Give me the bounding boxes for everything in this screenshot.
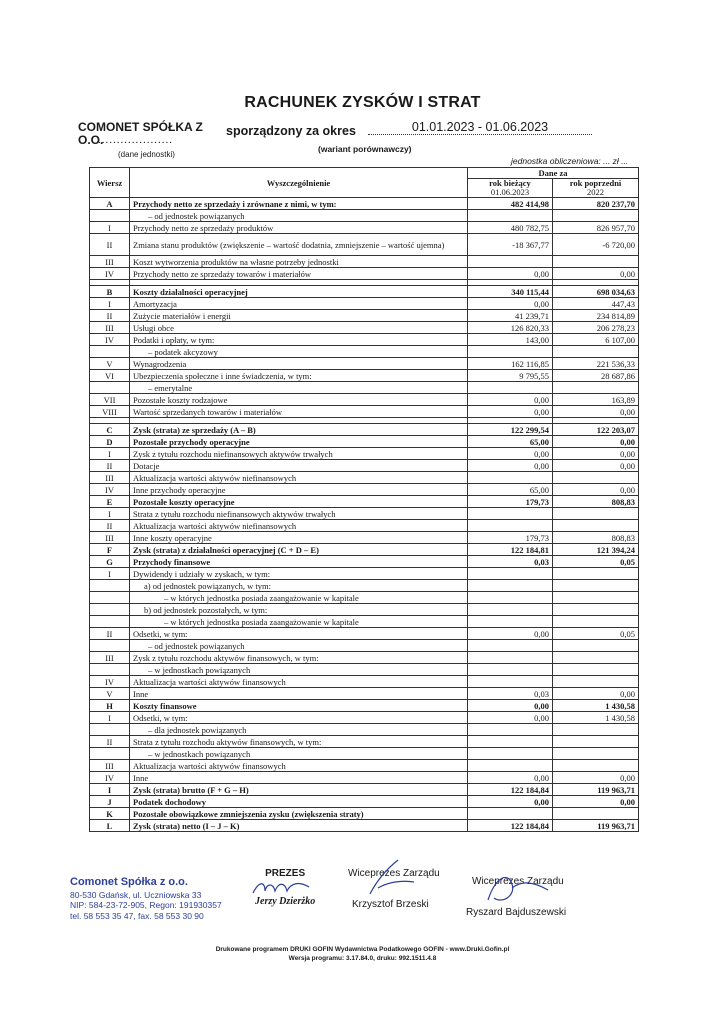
row-number bbox=[90, 724, 130, 736]
table-row bbox=[90, 448, 639, 460]
row-value-previous bbox=[553, 210, 639, 222]
row-value-previous: 119 963,71 bbox=[553, 784, 639, 796]
row-description: – od jednostek powiązanych bbox=[130, 210, 468, 222]
table-row bbox=[90, 784, 639, 796]
table-row bbox=[90, 616, 639, 628]
row-description: Aktualizacja wartości aktywów finansowych bbox=[130, 760, 468, 772]
row-value-previous: 0,00 bbox=[553, 448, 639, 460]
row-description: Podatki i opłaty, w tym: bbox=[130, 334, 468, 346]
row-value-previous: 0,00 bbox=[553, 796, 639, 808]
row-value-current bbox=[468, 676, 553, 688]
row-value-current: 179,73 bbox=[468, 532, 553, 544]
row-value-previous: 234 814,89 bbox=[553, 310, 639, 322]
stamp-nip-regon: NIP: 584-23-72-905, Regon: 191930357 bbox=[70, 900, 222, 910]
row-description: Inne koszty operacyjne bbox=[130, 532, 468, 544]
vp1-name: Krzysztof Brzeski bbox=[352, 899, 429, 910]
row-description: Przychody netto ze sprzedaży towarów i materiałów bbox=[130, 268, 468, 280]
row-number: D bbox=[90, 436, 130, 448]
row-value-previous bbox=[553, 520, 639, 532]
row-value-current bbox=[468, 760, 553, 772]
row-value-previous: 221 536,33 bbox=[553, 358, 639, 370]
row-value-current: 122 299,54 bbox=[468, 424, 553, 436]
stamp-company-name: Comonet Spółka z o.o. bbox=[70, 876, 188, 888]
table-row bbox=[90, 346, 639, 358]
vp1-role: Wiceprezes Zarządu bbox=[348, 868, 440, 879]
row-value-previous: 0,00 bbox=[553, 688, 639, 700]
row-value-previous: 0,00 bbox=[553, 406, 639, 418]
table-row bbox=[90, 234, 639, 256]
row-description: Pozostałe koszty operacyjne bbox=[130, 496, 468, 508]
row-number bbox=[90, 210, 130, 222]
signature-scribble-icon bbox=[251, 879, 311, 897]
table-row bbox=[90, 820, 639, 832]
row-number: III bbox=[90, 322, 130, 334]
row-description: – dla jednostek powiązanych bbox=[130, 724, 468, 736]
row-value-previous bbox=[553, 724, 639, 736]
table-row bbox=[90, 736, 639, 748]
row-description: Przychody finansowe bbox=[130, 556, 468, 568]
row-description: Inne przychody operacyjne bbox=[130, 484, 468, 496]
row-description: – w jednostkach powiązanych bbox=[130, 664, 468, 676]
row-description: Odsetki, w tym: bbox=[130, 628, 468, 640]
table-row bbox=[90, 700, 639, 712]
col-header-group: Dane za bbox=[468, 168, 639, 179]
row-value-previous bbox=[553, 664, 639, 676]
table-row bbox=[90, 256, 639, 268]
row-value-previous: 28 687,86 bbox=[553, 370, 639, 382]
row-number: II bbox=[90, 628, 130, 640]
table-row bbox=[90, 394, 639, 406]
row-value-current bbox=[468, 652, 553, 664]
table-row bbox=[90, 532, 639, 544]
row-value-previous bbox=[553, 616, 639, 628]
row-number bbox=[90, 664, 130, 676]
row-value-current: 0,00 bbox=[468, 700, 553, 712]
row-number: II bbox=[90, 736, 130, 748]
table-row bbox=[90, 724, 639, 736]
row-value-previous bbox=[553, 256, 639, 268]
row-value-previous: 698 034,63 bbox=[553, 286, 639, 298]
table-row bbox=[90, 628, 639, 640]
row-value-current bbox=[468, 508, 553, 520]
row-description: Przychody netto ze sprzedaży produktów bbox=[130, 222, 468, 234]
row-description: Zmiana stanu produktów (zwiększenie – wartość dodatnia, zmniejszenie – wartość ujemna) bbox=[130, 234, 468, 256]
row-description: Aktualizacja wartości aktywów niefinansowych bbox=[130, 472, 468, 484]
row-number: VII bbox=[90, 394, 130, 406]
row-value-current bbox=[468, 472, 553, 484]
table-row bbox=[90, 652, 639, 664]
row-value-previous bbox=[553, 346, 639, 358]
income-statement-body bbox=[90, 198, 639, 832]
table-row bbox=[90, 210, 639, 222]
row-description: Dywidendy i udziały w zyskach, w tym: bbox=[130, 568, 468, 580]
row-value-current bbox=[468, 580, 553, 592]
row-value-current bbox=[468, 748, 553, 760]
row-value-current bbox=[468, 724, 553, 736]
row-number: G bbox=[90, 556, 130, 568]
row-value-previous: -6 720,00 bbox=[553, 234, 639, 256]
row-value-previous bbox=[553, 568, 639, 580]
row-description: a) od jednostek powiązanych, w tym: bbox=[130, 580, 468, 592]
table-row bbox=[90, 370, 639, 382]
row-value-previous: 0,05 bbox=[553, 556, 639, 568]
table-row bbox=[90, 268, 639, 280]
row-description: Koszt wytworzenia produktów na własne potrzeby jednostki bbox=[130, 256, 468, 268]
row-number: A bbox=[90, 198, 130, 210]
row-value-previous bbox=[553, 676, 639, 688]
row-number bbox=[90, 604, 130, 616]
row-number: L bbox=[90, 820, 130, 832]
row-value-current bbox=[468, 256, 553, 268]
row-description: – w jednostkach powiązanych bbox=[130, 748, 468, 760]
vp2-role: Wiceprezes Zarządu bbox=[472, 876, 564, 887]
stamp-phone: tel. 58 553 35 47, fax. 58 553 30 90 bbox=[70, 910, 204, 921]
row-value-current: 0,03 bbox=[468, 556, 553, 568]
row-number: I bbox=[90, 568, 130, 580]
table-row bbox=[90, 568, 639, 580]
row-value-current bbox=[468, 520, 553, 532]
table-row bbox=[90, 460, 639, 472]
row-value-current: 0,00 bbox=[468, 772, 553, 784]
row-value-current bbox=[468, 616, 553, 628]
table-row bbox=[90, 222, 639, 234]
row-value-current bbox=[468, 592, 553, 604]
row-description: Inne bbox=[130, 688, 468, 700]
table-row bbox=[90, 406, 639, 418]
period-value: 01.01.2023 - 01.06.2023 bbox=[368, 120, 592, 135]
col-header-previous-label: rok poprzedni bbox=[569, 178, 622, 188]
table-row bbox=[90, 198, 639, 210]
table-row bbox=[90, 604, 639, 616]
row-value-current bbox=[468, 382, 553, 394]
signature-scribble-icon bbox=[358, 858, 418, 898]
row-value-current bbox=[468, 640, 553, 652]
row-description: Dotacje bbox=[130, 460, 468, 472]
row-value-current bbox=[468, 808, 553, 820]
row-value-previous: 808,83 bbox=[553, 532, 639, 544]
row-description: Usługi obce bbox=[130, 322, 468, 334]
table-row bbox=[90, 310, 639, 322]
row-description: Przychody netto ze sprzedaży i zrównane z nimi, w tym: bbox=[130, 198, 468, 210]
vp1-signature-block bbox=[348, 868, 440, 910]
row-value-previous: 1 430,58 bbox=[553, 700, 639, 712]
col-header-current-date: 01.06.2023 bbox=[490, 187, 530, 197]
company-name: COMONET SPÓŁKA Z O.O. bbox=[78, 120, 203, 147]
row-value-previous: 122 203,07 bbox=[553, 424, 639, 436]
row-value-current: -18 367,77 bbox=[468, 234, 553, 256]
row-value-current: 0,00 bbox=[468, 406, 553, 418]
row-value-previous: 820 237,70 bbox=[553, 198, 639, 210]
row-value-current bbox=[468, 568, 553, 580]
row-description: Aktualizacja wartości aktywów finansowych bbox=[130, 676, 468, 688]
row-value-previous: 808,83 bbox=[553, 496, 639, 508]
row-description: Zysk (strata) netto (I – J – K) bbox=[130, 820, 468, 832]
row-number: IV bbox=[90, 676, 130, 688]
row-value-previous: 447,43 bbox=[553, 298, 639, 310]
row-value-current bbox=[468, 736, 553, 748]
table-row bbox=[90, 592, 639, 604]
vp2-signature-block bbox=[466, 876, 567, 918]
row-number: II bbox=[90, 460, 130, 472]
table-row bbox=[90, 382, 639, 394]
row-number: II bbox=[90, 234, 130, 256]
col-header-previous bbox=[553, 179, 639, 198]
row-value-current: 0,00 bbox=[468, 628, 553, 640]
row-value-previous bbox=[553, 508, 639, 520]
row-value-previous: 0,00 bbox=[553, 484, 639, 496]
table-row bbox=[90, 748, 639, 760]
row-description: b) od jednostek pozostałych, w tym: bbox=[130, 604, 468, 616]
row-value-previous: 6 107,00 bbox=[553, 334, 639, 346]
row-value-current bbox=[468, 346, 553, 358]
row-number: IV bbox=[90, 772, 130, 784]
row-value-current: 179,73 bbox=[468, 496, 553, 508]
footer-version: Wersja programu: 3.17.84.0, druku: 992.1511.4.8 bbox=[288, 955, 437, 962]
table-row bbox=[90, 796, 639, 808]
row-number: K bbox=[90, 808, 130, 820]
row-value-previous: 0,05 bbox=[553, 628, 639, 640]
row-value-current: 162 116,85 bbox=[468, 358, 553, 370]
table-row bbox=[90, 760, 639, 772]
row-number: III bbox=[90, 472, 130, 484]
row-number: III bbox=[90, 532, 130, 544]
table-row bbox=[90, 286, 639, 298]
row-description: Ubezpieczenia społeczne i inne świadczenia, w tym: bbox=[130, 370, 468, 382]
row-value-current: 65,00 bbox=[468, 436, 553, 448]
row-description: – podatek akcyzowy bbox=[130, 346, 468, 358]
row-value-current: 480 782,75 bbox=[468, 222, 553, 234]
row-value-previous: 163,89 bbox=[553, 394, 639, 406]
prezes-signature-block bbox=[255, 868, 315, 907]
row-number: H bbox=[90, 700, 130, 712]
row-value-previous bbox=[553, 580, 639, 592]
row-value-current: 0,03 bbox=[468, 688, 553, 700]
row-number: I bbox=[90, 784, 130, 796]
row-number: II bbox=[90, 310, 130, 322]
row-number: I bbox=[90, 448, 130, 460]
row-value-current: 0,00 bbox=[468, 394, 553, 406]
row-value-current: 0,00 bbox=[468, 268, 553, 280]
row-number bbox=[90, 592, 130, 604]
row-number: I bbox=[90, 222, 130, 234]
row-description: Odsetki, w tym: bbox=[130, 712, 468, 724]
row-description: Zysk z tytułu rozchodu aktywów finansowych, w tym: bbox=[130, 652, 468, 664]
table-row bbox=[90, 580, 639, 592]
footer-program: Drukowane programem DRUKI GOFIN Wydawnictwa Podatkowego GOFIN - www.Druki.Gofin.pl bbox=[215, 946, 510, 953]
row-value-current: 0,00 bbox=[468, 460, 553, 472]
row-number: III bbox=[90, 256, 130, 268]
row-value-previous: 0,00 bbox=[553, 268, 639, 280]
row-value-current: 41 239,71 bbox=[468, 310, 553, 322]
row-number: II bbox=[90, 520, 130, 532]
row-value-previous: 826 957,70 bbox=[553, 222, 639, 234]
row-number: V bbox=[90, 358, 130, 370]
row-value-current: 482 414,98 bbox=[468, 198, 553, 210]
signature-scribble-icon bbox=[482, 870, 552, 910]
row-number: J bbox=[90, 796, 130, 808]
row-number bbox=[90, 346, 130, 358]
table-row bbox=[90, 322, 639, 334]
row-number: IV bbox=[90, 268, 130, 280]
row-number bbox=[90, 640, 130, 652]
row-value-previous: 121 394,24 bbox=[553, 544, 639, 556]
row-number bbox=[90, 580, 130, 592]
row-value-previous bbox=[553, 808, 639, 820]
row-value-previous bbox=[553, 640, 639, 652]
row-value-previous: 119 963,71 bbox=[553, 820, 639, 832]
row-number: III bbox=[90, 760, 130, 772]
footer bbox=[0, 945, 725, 963]
row-value-current: 122 184,81 bbox=[468, 544, 553, 556]
row-value-previous: 206 278,23 bbox=[553, 322, 639, 334]
row-description: Zysk z tytułu rozchodu niefinansowych aktywów trwałych bbox=[130, 448, 468, 460]
row-value-previous bbox=[553, 382, 639, 394]
row-description: Pozostałe koszty rodzajowe bbox=[130, 394, 468, 406]
row-value-current: 126 820,33 bbox=[468, 322, 553, 334]
row-description: – w których jednostka posiada zaangażowanie w kapitale bbox=[130, 616, 468, 628]
row-description: Aktualizacja wartości aktywów niefinansowych bbox=[130, 520, 468, 532]
table-row bbox=[90, 664, 639, 676]
row-number bbox=[90, 616, 130, 628]
col-header-current-label: rok bieżący bbox=[489, 178, 531, 188]
table-row bbox=[90, 334, 639, 346]
row-value-current: 0,00 bbox=[468, 448, 553, 460]
company-stamp bbox=[70, 877, 222, 921]
table-row bbox=[90, 688, 639, 700]
row-value-previous bbox=[553, 592, 639, 604]
table-row bbox=[90, 640, 639, 652]
company-dots: .................... bbox=[98, 134, 173, 146]
row-value-current bbox=[468, 604, 553, 616]
row-description: Wartość sprzedanych towarów i materiałów bbox=[130, 406, 468, 418]
row-value-previous: 1 430,58 bbox=[553, 712, 639, 724]
row-number: IV bbox=[90, 484, 130, 496]
table-row bbox=[90, 484, 639, 496]
row-value-previous bbox=[553, 652, 639, 664]
period-label: sporządzony za okres bbox=[226, 124, 356, 138]
table-row bbox=[90, 508, 639, 520]
vp2-name: Ryszard Bajduszewski bbox=[466, 907, 567, 918]
row-description: Pozostałe przychody operacyjne bbox=[130, 436, 468, 448]
row-number: IV bbox=[90, 334, 130, 346]
row-value-previous: 0,00 bbox=[553, 436, 639, 448]
row-number: I bbox=[90, 508, 130, 520]
table-row bbox=[90, 358, 639, 370]
row-value-current: 9 795,55 bbox=[468, 370, 553, 382]
row-number: V bbox=[90, 688, 130, 700]
variant-label: (wariant porównawczy) bbox=[318, 144, 412, 154]
table-row bbox=[90, 298, 639, 310]
stamp-address: 80-530 Gdańsk, ul. Uczniowska 33 bbox=[70, 889, 202, 900]
row-number: III bbox=[90, 652, 130, 664]
row-description: Pozostałe obowiązkowe zmniejszenia zysku (zwiększenia straty) bbox=[130, 808, 468, 820]
row-value-current: 143,00 bbox=[468, 334, 553, 346]
row-value-current: 122 184,84 bbox=[468, 784, 553, 796]
table-row bbox=[90, 436, 639, 448]
row-description: Podatek dochodowy bbox=[130, 796, 468, 808]
document-title: RACHUNEK ZYSKÓW I STRAT bbox=[244, 94, 481, 111]
col-header-wiersz: Wiersz bbox=[90, 168, 130, 198]
row-description: Zysk (strata) ze sprzedaży (A – B) bbox=[130, 424, 468, 436]
row-description: Koszty działalności operacyjnej bbox=[130, 286, 468, 298]
prezes-name: Jerzy Dzierżko bbox=[255, 896, 316, 907]
row-number: C bbox=[90, 424, 130, 436]
table-row bbox=[90, 712, 639, 724]
row-description: Zysk (strata) z działalności operacyjnej (C + D – E) bbox=[130, 544, 468, 556]
company-caption: (dane jednostki) bbox=[118, 150, 175, 159]
row-description: Zużycie materiałów i energii bbox=[130, 310, 468, 322]
row-value-previous: 0,00 bbox=[553, 460, 639, 472]
table-row bbox=[90, 472, 639, 484]
table-row bbox=[90, 424, 639, 436]
row-value-previous bbox=[553, 736, 639, 748]
row-value-current: 0,00 bbox=[468, 712, 553, 724]
row-description: Wynagrodzenia bbox=[130, 358, 468, 370]
row-number bbox=[90, 748, 130, 760]
row-number: I bbox=[90, 298, 130, 310]
row-number: VI bbox=[90, 370, 130, 382]
row-number: F bbox=[90, 544, 130, 556]
table-row bbox=[90, 556, 639, 568]
row-value-current: 122 184,84 bbox=[468, 820, 553, 832]
row-value-current bbox=[468, 664, 553, 676]
row-number: B bbox=[90, 286, 130, 298]
row-description: Strata z tytułu rozchodu niefinansowych aktywów trwałych bbox=[130, 508, 468, 520]
row-value-current bbox=[468, 210, 553, 222]
row-number: E bbox=[90, 496, 130, 508]
row-value-previous bbox=[553, 760, 639, 772]
row-number: I bbox=[90, 712, 130, 724]
row-value-current: 0,00 bbox=[468, 298, 553, 310]
row-description: Amortyzacja bbox=[130, 298, 468, 310]
row-description: Zysk (strata) brutto (F + G – H) bbox=[130, 784, 468, 796]
table-row bbox=[90, 772, 639, 784]
income-statement-table bbox=[89, 167, 639, 832]
row-value-previous bbox=[553, 604, 639, 616]
row-value-current: 0,00 bbox=[468, 796, 553, 808]
col-header-current bbox=[468, 179, 553, 198]
table-row bbox=[90, 676, 639, 688]
row-value-current: 65,00 bbox=[468, 484, 553, 496]
row-description: Inne bbox=[130, 772, 468, 784]
prezes-role: PREZES bbox=[265, 868, 306, 879]
table-row bbox=[90, 520, 639, 532]
row-value-previous bbox=[553, 472, 639, 484]
col-header-description: Wyszczególnienie bbox=[130, 168, 468, 198]
row-description: – w których jednostka posiada zaangażowanie w kapitale bbox=[130, 592, 468, 604]
row-value-previous bbox=[553, 748, 639, 760]
row-value-current: 340 115,44 bbox=[468, 286, 553, 298]
row-value-previous: 0,00 bbox=[553, 772, 639, 784]
table-row bbox=[90, 496, 639, 508]
row-description: – od jednostek powiązanych bbox=[130, 640, 468, 652]
table-row bbox=[90, 808, 639, 820]
row-description: – emerytalne bbox=[130, 382, 468, 394]
row-description: Koszty finansowe bbox=[130, 700, 468, 712]
row-description: Strata z tytułu rozchodu aktywów finansowych, w tym: bbox=[130, 736, 468, 748]
row-number: VIII bbox=[90, 406, 130, 418]
table-row bbox=[90, 544, 639, 556]
col-header-previous-year: 2022 bbox=[587, 187, 604, 197]
row-number bbox=[90, 382, 130, 394]
unit-label: jednostka obliczeniowa: ... zł ... bbox=[511, 156, 629, 166]
